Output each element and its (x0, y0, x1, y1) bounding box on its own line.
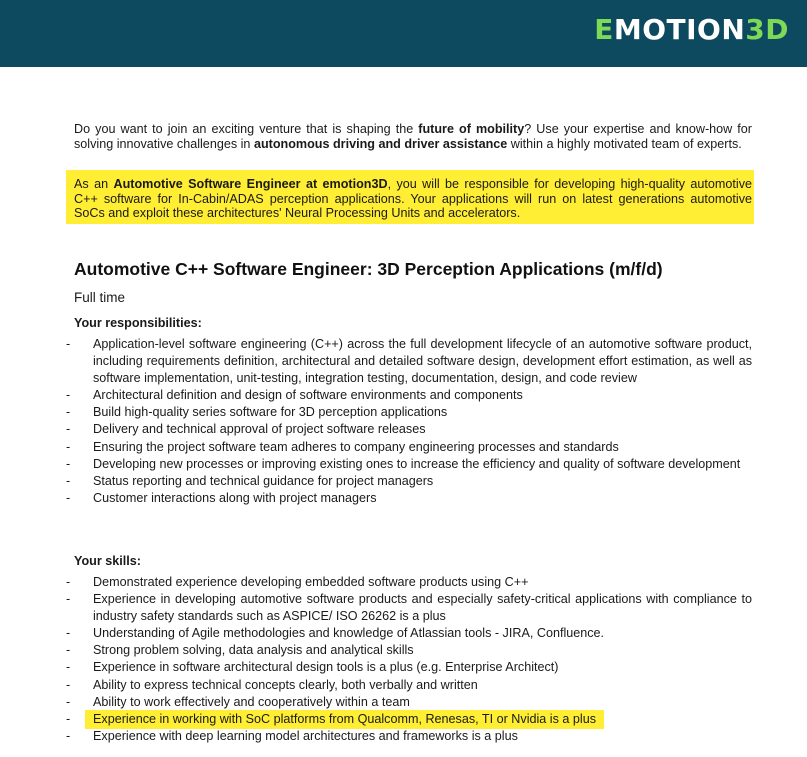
logo-text: MOTION (613, 13, 746, 46)
bullet-dash: - (66, 711, 71, 726)
list-item-text: Experience in developing automotive software products and especially safety-critical applications with compliance to industry safety standards such as ASPICE/ ISO 26262 is a plus (93, 592, 752, 624)
bullet-dash: - (66, 456, 71, 471)
list-item (66, 642, 752, 659)
bullet-dash: - (66, 422, 71, 437)
list-item-text: Ability to express technical concepts clearly, both verbally and written (93, 677, 478, 692)
bullet-dash: - (66, 660, 71, 675)
list-item (66, 625, 752, 642)
list-item (66, 473, 752, 490)
bullet-dash: - (66, 592, 71, 607)
list-item-text: Application-level software engineering (C++) across the full development lifecycle of an automotive software product, including requirements definition, architectural and detailed software design, development effort estimation, as well as software implementation, unit-testing, integration testing, documentation, design, and code review (93, 337, 752, 386)
list-item (66, 591, 752, 625)
bullet-dash: - (66, 728, 71, 743)
bullet-dash: - (66, 388, 71, 403)
employment-type: Full time (74, 290, 126, 305)
list-item (66, 711, 752, 728)
list-item-text: Demonstrated experience developing embedded software products using C++ (93, 575, 529, 589)
responsibilities-heading: Your responsibilities: (74, 316, 202, 330)
logo-3d: 3D (745, 13, 789, 46)
list-item (66, 439, 752, 456)
intro-bold-1: future of mobility (418, 122, 525, 136)
list-item-text: Understanding of Agile methodologies and knowledge of Atlassian tools - JIRA, Confluence. (93, 626, 605, 641)
bullet-dash: - (66, 405, 71, 420)
list-item (66, 456, 752, 473)
list-item (66, 404, 752, 421)
list-item (66, 336, 752, 387)
list-item-text: Experience in working with SoC platforms from Qualcomm, Renesas, TI or Nvidia is a plus (85, 710, 604, 729)
bullet-dash: - (66, 439, 71, 454)
list-item (66, 490, 752, 507)
intro-text-2: ? Use your expertise and know-how for solving innovative challenges in (74, 122, 752, 151)
list-item (66, 574, 752, 591)
list-item-text: Status reporting and technical guidance for project managers (93, 473, 434, 488)
list-item (66, 387, 752, 404)
list-item-text: Ensuring the project software team adheres to company engineering processes and standards (93, 439, 619, 454)
role-text-2: , you will be responsible for developing high-quality automotive C++ software for In-Cabin/ADAS perception applications. Your applications will run on latest generations automotive SoCs and exploit these architectures' Neural Processing Units and accelerators. (74, 177, 752, 220)
list-item-text: Developing new processes or improving existing ones to increase the efficiency and quality of software development (93, 456, 741, 471)
bullet-dash: - (66, 694, 71, 709)
role-paragraph (74, 177, 752, 221)
bullet-dash: - (66, 643, 71, 658)
bullet-dash: - (66, 677, 71, 692)
logo-letter-e: E (594, 13, 614, 46)
list-item-text: Architectural definition and design of software environments and components (93, 388, 523, 403)
list-item (66, 694, 752, 711)
list-item-text: Strong problem solving, data analysis and analytical skills (93, 643, 414, 658)
bullet-dash: - (66, 337, 71, 351)
list-item (66, 421, 752, 438)
list-item (66, 659, 752, 676)
list-item-text: Customer interactions along with project managers (93, 490, 377, 505)
intro-text-3: within a highly motivated team of experts. (507, 136, 742, 151)
job-title: Automotive C++ Software Engineer: 3D Perception Applications (m/f/d) (74, 259, 663, 279)
list-item-text: Experience with deep learning model architectures and frameworks is a plus (93, 728, 518, 743)
page-header (0, 0, 807, 67)
list-item-text: Build high-quality series software for 3D perception applications (93, 405, 448, 420)
bullet-dash: - (66, 473, 71, 488)
intro-paragraph (74, 122, 752, 151)
intro-bold-2: autonomous driving and driver assistance (253, 136, 508, 151)
intro-text-1: Do you want to join an exciting venture that is shaping the (74, 122, 419, 136)
bullet-dash: - (66, 626, 71, 641)
list-item (66, 728, 752, 745)
role-text-1: As an (74, 177, 114, 191)
skills-list (66, 574, 752, 745)
role-bold: Automotive Software Engineer at emotion3D (113, 177, 388, 191)
list-item-text: Delivery and technical approval of project software releases (93, 422, 426, 437)
responsibilities-list (66, 336, 752, 507)
list-item-text: Experience in software architectural design tools is a plus (e.g. Enterprise Architect) (93, 660, 559, 675)
list-item-text: Ability to work effectively and cooperatively within a team (93, 694, 410, 709)
list-item (66, 677, 752, 694)
skills-heading: Your skills: (74, 554, 141, 568)
bullet-dash: - (66, 490, 71, 505)
emotion3d-logo (594, 13, 789, 46)
bullet-dash: - (66, 575, 71, 589)
intro-section (74, 122, 752, 151)
